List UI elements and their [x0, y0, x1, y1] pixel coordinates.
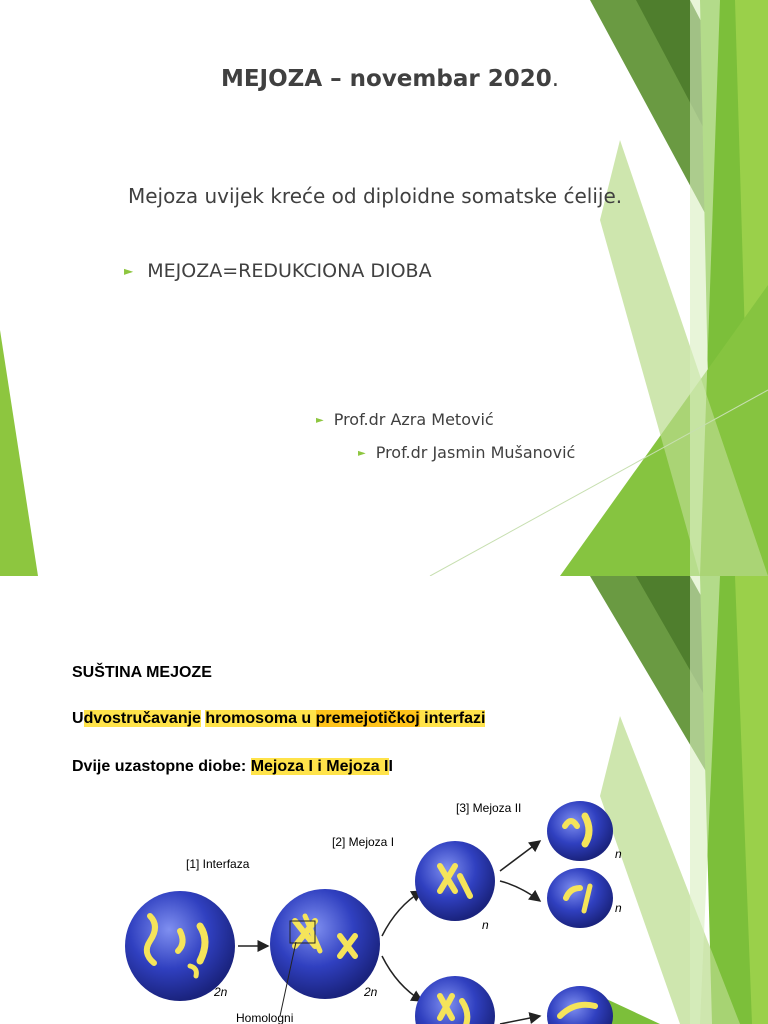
label-2n-a: 2n: [214, 985, 228, 999]
label-n-b: n: [615, 847, 622, 861]
arrow-3b: [500, 881, 540, 901]
arrow-3c: [500, 1016, 540, 1024]
slide-2: [0, 576, 768, 1024]
label-mejoza1: [2] Mejoza I: [332, 835, 395, 849]
cell-mejoza2-c: [547, 986, 613, 1024]
cell-mejoza1: [270, 889, 380, 999]
bullet-main: ► MEJOZA=REDUKCIONA DIOBA: [124, 260, 432, 282]
label-homologni: Homologni: [236, 1011, 294, 1024]
label-n-c: n: [615, 901, 622, 915]
arrow-2a: [382, 891, 422, 936]
label-interfaza: [1] Interfaza: [186, 857, 250, 871]
slide2-heading: SUŠTINA MEJOZE: [72, 664, 212, 681]
meiosis-diagram: [0, 576, 768, 1024]
cell-mejoza2-b: [547, 868, 613, 928]
author-2: ► Prof.dr Jasmin Mušanović: [358, 443, 576, 462]
cell-mejoza1-product-b: [415, 976, 495, 1024]
slide2-line-duplication: Udvostručavanje hromosoma u premejotičkoj interfazi: [72, 710, 486, 727]
author-1: ► Prof.dr Azra Metović: [316, 410, 494, 429]
arrow-2b: [382, 956, 422, 1001]
slide-subtitle: Mejoza uvijek kreće od diploidne somatske ćelije.: [128, 184, 623, 208]
bullet-arrow-icon: ►: [358, 448, 366, 459]
bullet-arrow-icon: ►: [124, 264, 134, 278]
cell-mejoza2-a: [547, 801, 613, 861]
bullet-arrow-icon: ►: [316, 415, 324, 426]
slide-title: MEJOZA – novembar 2020.: [220, 66, 560, 92]
label-mejoza2: [3] Mejoza II: [456, 801, 522, 815]
arrow-3a: [500, 841, 540, 871]
slide2-line-divisions: Dvije uzastopne diobe: Mejoza I i Mejoza II: [72, 758, 393, 775]
label-2n-b: 2n: [364, 985, 378, 999]
cell-mejoza1-product-a: [415, 841, 495, 921]
label-n-a: n: [482, 918, 489, 932]
